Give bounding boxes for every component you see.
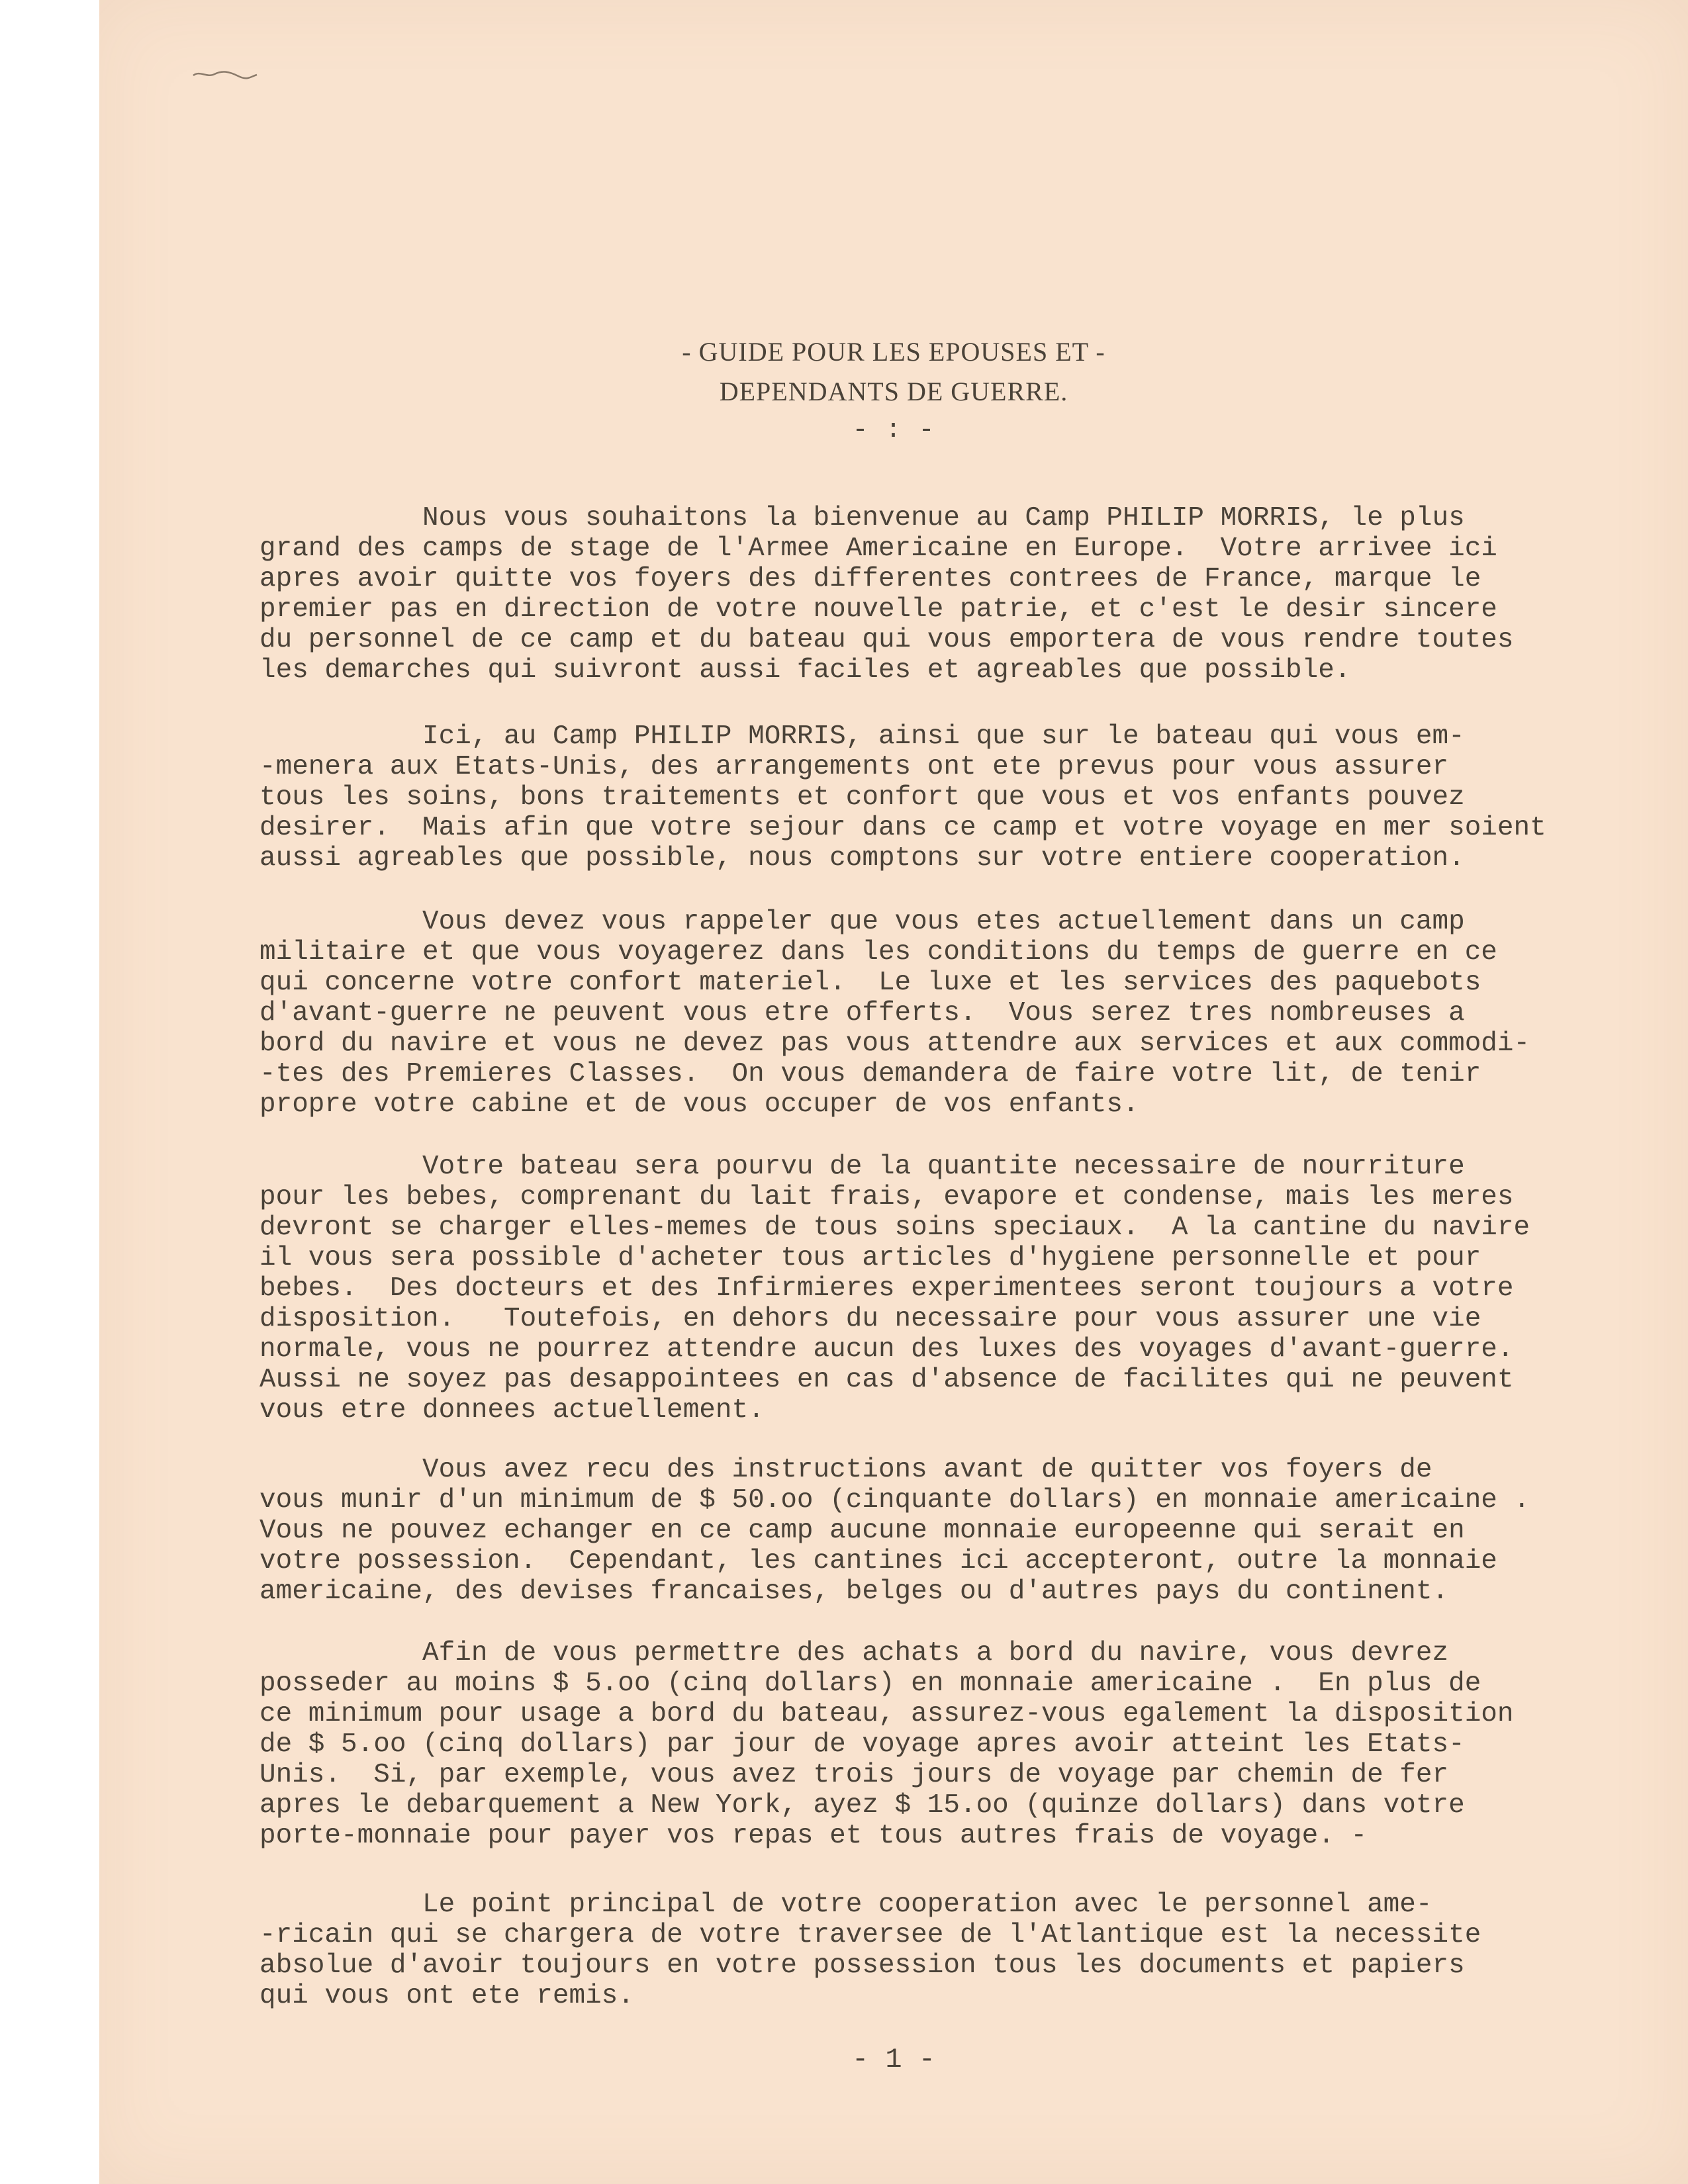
pencil-mark bbox=[192, 64, 258, 83]
paragraph-baby-supplies: Votre bateau sera pourvu de la quantite necessaire de nourriture pour les bebes, comprenant du lait frais, evapore et condense, mais les meres devront se charger elles-memes de tous soins speciaux. A la cantine du navire il vous sera possible d'acheter tous articles d'hygiene personnelle et pour bebes. Des docteurs et des Infirmieres experimentees seront toujours a votre disposition. Toutefois, en dehors du necessaire pour vous assurer une vie normale, vous ne pourrez attendre aucun des luxes des voyages d'avant-guerre. Aussi ne soyez pas desappointees en cas d'absence de facilites qui ne peuvent vous etre donnees actuellement. bbox=[259, 1152, 1530, 1426]
page-number: - 1 - bbox=[851, 2044, 936, 2075]
document-title-line-2: DEPENDANTS DE GUERRE. bbox=[719, 377, 1068, 406]
paragraph-documents: Le point principal de votre cooperation avec le personnel ame- -ricain qui se chargera de votre traversee de l'Atlantique est la necessite absolue d'avoir toujours en votre possession tous les documents et papiers qui vous ont ete remis. bbox=[259, 1889, 1481, 2011]
title-separator: - : - bbox=[852, 416, 935, 445]
document-title-line-1: - GUIDE POUR LES EPOUSES ET - bbox=[682, 337, 1105, 367]
document-page bbox=[99, 0, 1688, 2184]
paragraph-travel-money: Afin de vous permettre des achats a bord du navire, vous devrez posseder au moins $ 5.oo (cinq dollars) en monnaie americaine . En plus de ce minimum pour usage a bord du bateau, assurez-vous egalement la disposition de $ 5.oo (cinq dollars) par jour de voyage apres avoir atteint les Etats- Unis. Si, par exemple, vous avez trois jours de voyage par chemin de fer apres le debarquement a New York, ayez $ 15.oo (quinze dollars) dans votre porte-monnaie pour payer vos repas et tous autres frais de voyage. - bbox=[259, 1638, 1514, 1851]
paragraph-military-conditions: Vous devez vous rappeler que vous etes actuellement dans un camp militaire et que vous voyagerez dans les conditions du temps de guerre en ce qui concerne votre confort materiel. Le luxe et les services des paquebots d'avant-guerre ne peuvent vous etre offerts. Vous serez tres nombreuses a bord du navire et vous ne devez pas vous attendre aux services et aux commodi- -tes des Premieres Classes. On vous demandera de faire votre lit, de tenir propre votre cabine et de vous occuper de vos enfants. bbox=[259, 907, 1530, 1120]
paragraph-arrangements: Ici, au Camp PHILIP MORRIS, ainsi que sur le bateau qui vous em- -menera aux Etats-Unis, des arrangements ont ete prevus pour vous assurer tous les soins, bons traitements et confort que vous et vos enfants pouvez desirer. Mais afin que votre sejour dans ce camp et votre voyage en mer soient aussi agreables que possible, nous comptons sur votre entiere cooperation. bbox=[259, 721, 1546, 874]
paragraph-welcome: Nous vous souhaitons la bienvenue au Camp PHILIP MORRIS, le plus grand des camps de stage de l'Armee Americaine en Europe. Votre arrivee ici apres avoir quitte vos foyers des differentes contrees de France, marque le premier pas en direction de votre nouvelle patrie, et c'est le desir sincere du personnel de ce camp et du bateau qui vous emportera de vous rendre toutes les demarches qui suivront aussi faciles et agreables que possible. bbox=[259, 503, 1514, 686]
paragraph-currency: Vous avez recu des instructions avant de quitter vos foyers de vous munir d'un minimum de $ 50.oo (cinquante dollars) en monnaie americaine . Vous ne pouvez echanger en ce camp aucune monnaie europeenne qui serait en votre possession. Cependant, les cantines ici accepteront, outre la monnaie americaine, des devises francaises, belges ou d'autres pays du continent. bbox=[259, 1455, 1530, 1607]
